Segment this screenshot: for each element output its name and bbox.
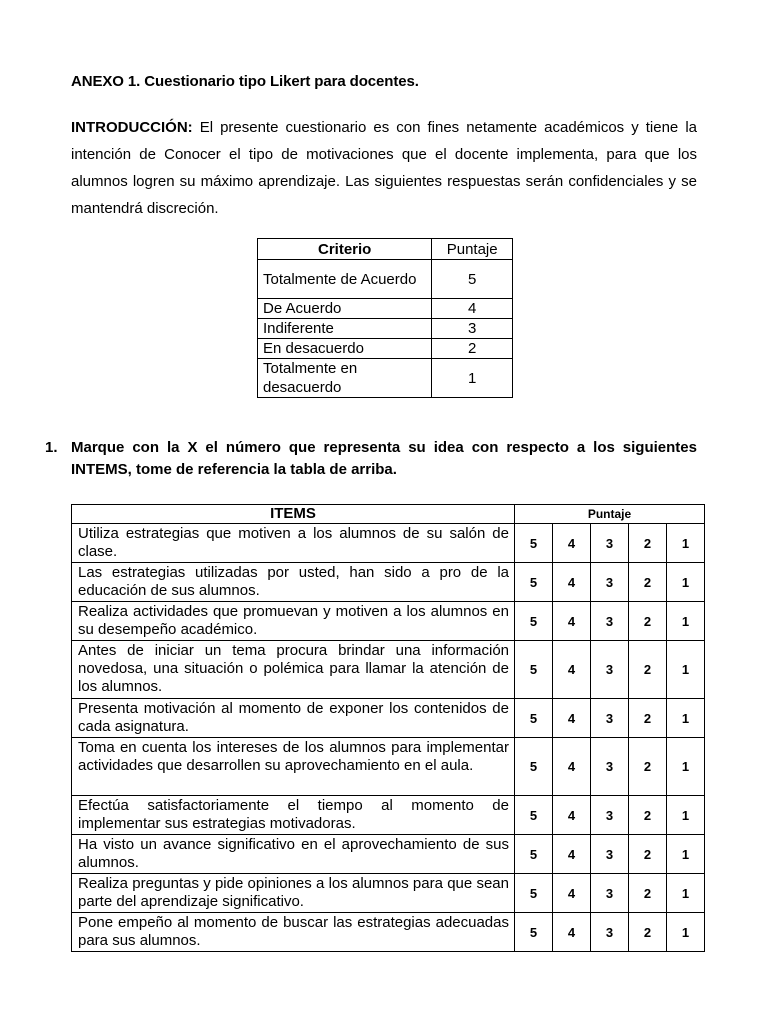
score-option-4[interactable]: 4 bbox=[553, 602, 591, 641]
score-option-5[interactable]: 5 bbox=[515, 796, 553, 835]
item-text: Toma en cuenta los intereses de los alumnos para implementar actividades que desarrollen su aprovechamiento en el aula. bbox=[72, 738, 515, 796]
item-row bbox=[72, 524, 705, 563]
score-option-4[interactable]: 4 bbox=[553, 913, 591, 952]
items-table bbox=[71, 504, 705, 952]
score-option-4[interactable]: 4 bbox=[553, 738, 591, 796]
score-option-3[interactable]: 3 bbox=[591, 913, 629, 952]
item-row bbox=[72, 738, 705, 796]
score-option-4[interactable]: 4 bbox=[553, 874, 591, 913]
score-option-5[interactable]: 5 bbox=[515, 913, 553, 952]
introduction-paragraph bbox=[71, 114, 697, 222]
introduction-label: INTRODUCCIÓN: bbox=[71, 119, 193, 136]
item-row bbox=[72, 699, 705, 738]
score-option-5[interactable]: 5 bbox=[515, 641, 553, 699]
score-option-2[interactable]: 2 bbox=[629, 874, 667, 913]
criteria-row bbox=[258, 359, 513, 398]
score-option-3[interactable]: 3 bbox=[591, 738, 629, 796]
score-option-2[interactable]: 2 bbox=[629, 524, 667, 563]
criteria-score: 1 bbox=[432, 359, 513, 398]
score-option-1[interactable]: 1 bbox=[667, 874, 705, 913]
item-text: Las estrategias utilizadas por usted, han sido a pro de la educación de sus alumnos. bbox=[72, 563, 515, 602]
item-row bbox=[72, 796, 705, 835]
score-option-2[interactable]: 2 bbox=[629, 835, 667, 874]
criteria-score: 3 bbox=[432, 319, 513, 339]
criteria-label: En desacuerdo bbox=[258, 339, 432, 359]
score-option-2[interactable]: 2 bbox=[629, 913, 667, 952]
score-option-3[interactable]: 3 bbox=[591, 641, 629, 699]
score-option-5[interactable]: 5 bbox=[515, 738, 553, 796]
criteria-row bbox=[258, 319, 513, 339]
score-option-1[interactable]: 1 bbox=[667, 699, 705, 738]
introduction-text: El presente cuestionario es con fines netamente académicos y tiene la intención de Conocer el tipo de motivaciones que el docente implementa, para que los alumnos logren su máximo aprendizaje. Las siguientes respuestas serán confidenciales y se mantendrá discreción. bbox=[71, 119, 697, 217]
score-option-4[interactable]: 4 bbox=[553, 641, 591, 699]
question-number: 1. bbox=[45, 439, 58, 456]
criteria-score: 4 bbox=[432, 299, 513, 319]
item-row bbox=[72, 874, 705, 913]
item-text: Utiliza estrategias que motiven a los alumnos de su salón de clase. bbox=[72, 524, 515, 563]
item-text: Efectúa satisfactoriamente el tiempo al momento de implementar sus estrategias motivadoras. bbox=[72, 796, 515, 835]
score-option-5[interactable]: 5 bbox=[515, 835, 553, 874]
score-option-2[interactable]: 2 bbox=[629, 699, 667, 738]
item-row bbox=[72, 835, 705, 874]
criteria-row bbox=[258, 299, 513, 319]
score-option-2[interactable]: 2 bbox=[629, 738, 667, 796]
criteria-row bbox=[258, 339, 513, 359]
score-option-5[interactable]: 5 bbox=[515, 524, 553, 563]
item-text: Realiza preguntas y pide opiniones a los alumnos para que sean parte del aprendizaje significativo. bbox=[72, 874, 515, 913]
criteria-header-criterio: Criterio bbox=[258, 239, 432, 260]
item-text: Antes de iniciar un tema procura brindar una información novedosa, una situación o polémica para llamar la atención de los alumnos. bbox=[72, 641, 515, 699]
item-row bbox=[72, 913, 705, 952]
item-text: Realiza actividades que promuevan y motiven a los alumnos en su desempeño académico. bbox=[72, 602, 515, 641]
score-option-1[interactable]: 1 bbox=[667, 796, 705, 835]
score-option-2[interactable]: 2 bbox=[629, 602, 667, 641]
score-option-4[interactable]: 4 bbox=[553, 524, 591, 563]
score-option-1[interactable]: 1 bbox=[667, 641, 705, 699]
criteria-label: Totalmente en desacuerdo bbox=[258, 359, 432, 398]
score-option-4[interactable]: 4 bbox=[553, 796, 591, 835]
question-text: Marque con la X el número que representa su idea con respecto a los siguientes INTEMS, tome de referencia la tabla de arriba. bbox=[71, 439, 697, 478]
score-option-1[interactable]: 1 bbox=[667, 835, 705, 874]
score-option-5[interactable]: 5 bbox=[515, 563, 553, 602]
score-option-2[interactable]: 2 bbox=[629, 796, 667, 835]
criteria-label: De Acuerdo bbox=[258, 299, 432, 319]
score-option-3[interactable]: 3 bbox=[591, 524, 629, 563]
criteria-score: 5 bbox=[432, 260, 513, 299]
score-option-4[interactable]: 4 bbox=[553, 835, 591, 874]
item-row bbox=[72, 602, 705, 641]
score-option-1[interactable]: 1 bbox=[667, 602, 705, 641]
question-1 bbox=[45, 437, 697, 481]
item-row bbox=[72, 563, 705, 602]
item-text: Presenta motivación al momento de exponer los contenidos de cada asignatura. bbox=[72, 699, 515, 738]
criteria-row bbox=[258, 260, 513, 299]
criteria-header-puntaje: Puntaje bbox=[432, 239, 513, 260]
score-option-2[interactable]: 2 bbox=[629, 641, 667, 699]
score-option-3[interactable]: 3 bbox=[591, 796, 629, 835]
criteria-table bbox=[257, 238, 513, 398]
criteria-label: Indiferente bbox=[258, 319, 432, 339]
score-option-3[interactable]: 3 bbox=[591, 699, 629, 738]
score-option-1[interactable]: 1 bbox=[667, 524, 705, 563]
criteria-score: 2 bbox=[432, 339, 513, 359]
score-option-2[interactable]: 2 bbox=[629, 563, 667, 602]
item-text: Pone empeño al momento de buscar las estrategias adecuadas para sus alumnos. bbox=[72, 913, 515, 952]
score-option-3[interactable]: 3 bbox=[591, 835, 629, 874]
score-option-5[interactable]: 5 bbox=[515, 602, 553, 641]
score-option-1[interactable]: 1 bbox=[667, 563, 705, 602]
score-option-5[interactable]: 5 bbox=[515, 874, 553, 913]
score-option-4[interactable]: 4 bbox=[553, 699, 591, 738]
score-option-3[interactable]: 3 bbox=[591, 874, 629, 913]
score-option-5[interactable]: 5 bbox=[515, 699, 553, 738]
score-option-1[interactable]: 1 bbox=[667, 913, 705, 952]
items-header: ITEMS bbox=[72, 505, 515, 524]
item-text: Ha visto un avance significativo en el aprovechamiento de sus alumnos. bbox=[72, 835, 515, 874]
score-option-1[interactable]: 1 bbox=[667, 738, 705, 796]
score-option-3[interactable]: 3 bbox=[591, 602, 629, 641]
score-option-4[interactable]: 4 bbox=[553, 563, 591, 602]
item-row bbox=[72, 641, 705, 699]
puntaje-header: Puntaje bbox=[515, 505, 705, 524]
document-title: ANEXO 1. Cuestionario tipo Likert para docentes. bbox=[71, 73, 419, 90]
score-option-3[interactable]: 3 bbox=[591, 563, 629, 602]
criteria-label: Totalmente de Acuerdo bbox=[258, 260, 432, 299]
